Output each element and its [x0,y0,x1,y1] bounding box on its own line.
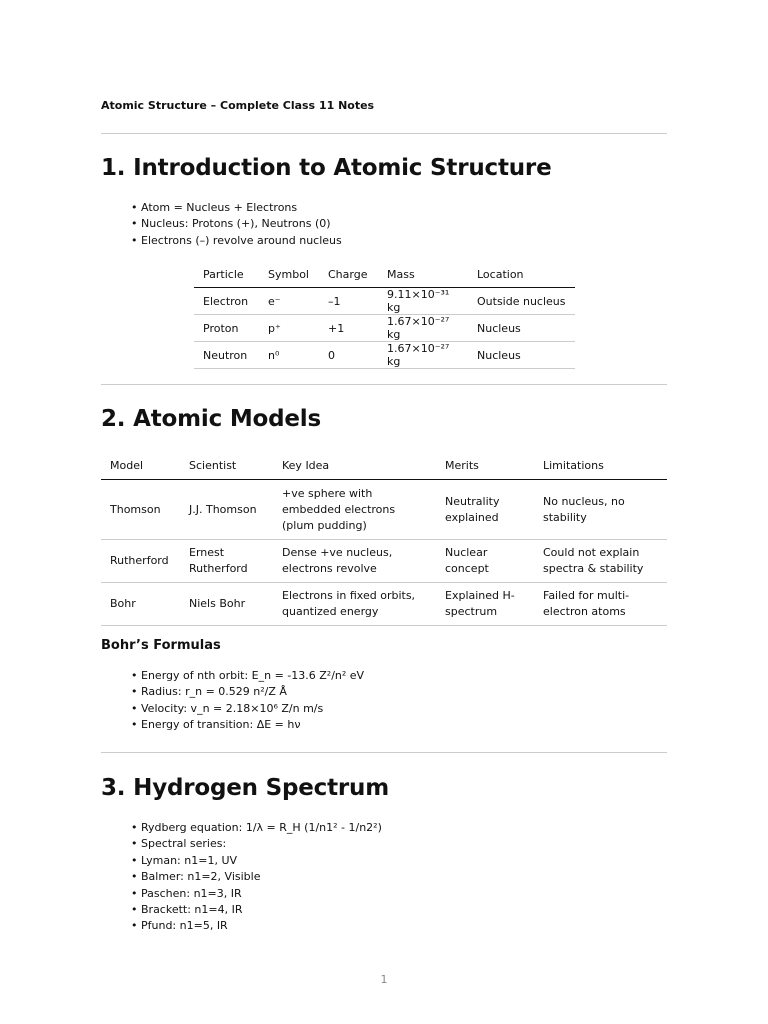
column-header: Scientist [180,452,273,480]
table-cell: Nucleus [468,342,575,369]
list-item: • Velocity: v_n = 2.18×10⁶ Z/n m/s [131,701,364,717]
table-cell: Ernest Rutherford [180,540,273,583]
column-header: Location [468,261,575,288]
list-item: • Electrons (–) revolve around nucleus [131,233,342,249]
table-cell: Neutrality explained [436,480,534,540]
table-cell: n⁰ [259,342,319,369]
column-header: Model [101,452,180,480]
table-row [194,315,575,342]
column-header: Mass [378,261,468,288]
table-cell: 1.67×10⁻²⁷ kg [378,315,468,342]
column-header: Limitations [534,452,667,480]
section-heading-models: 2. Atomic Models [101,406,321,432]
column-header: Key Idea [273,452,436,480]
intro-bullet-list [131,200,342,249]
table-cell: 9.11×10⁻³¹ kg [378,288,468,315]
table-cell: Nuclear concept [436,540,534,583]
list-item: • Pfund: n1=5, IR [131,918,382,934]
table-cell: Dense +ve nucleus, electrons revolve [273,540,436,583]
table-cell: Could not explain spectra & stability [534,540,667,583]
list-item: • Lyman: n1=1, UV [131,853,382,869]
table-cell: Explained H-spectrum [436,583,534,626]
table-cell: p⁺ [259,315,319,342]
table-row [101,480,667,540]
bohr-formulas-list [131,668,364,734]
table-cell: Niels Bohr [180,583,273,626]
table-cell: Nucleus [468,315,575,342]
divider [101,384,667,385]
list-item: • Balmer: n1=2, Visible [131,869,382,885]
table-cell: e⁻ [259,288,319,315]
hydrogen-spectrum-list [131,820,382,935]
list-item: • Energy of nth orbit: E_n = -13.6 Z²/n² eV [131,668,364,684]
list-item: • Spectral series: [131,836,382,852]
list-item: • Paschen: n1=3, IR [131,886,382,902]
table-cell: 0 [319,342,378,369]
list-item: • Brackett: n1=4, IR [131,902,382,918]
table-row [194,288,575,315]
page-number: 1 [380,973,388,986]
section-heading-hydrogen: 3. Hydrogen Spectrum [101,775,389,801]
table-row [101,540,667,583]
divider [101,133,667,134]
table-cell: Neutron [194,342,259,369]
table-cell: Bohr [101,583,180,626]
list-item: • Rydberg equation: 1/λ = R_H (1/n1² - 1/n2²) [131,820,382,836]
table-row [101,583,667,626]
table-header-row [101,452,667,480]
list-item: • Energy of transition: ΔE = hν [131,717,364,733]
table-cell: 1.67×10⁻²⁷ kg [378,342,468,369]
list-item: • Nucleus: Protons (+), Neutrons (0) [131,216,342,232]
table-cell: Proton [194,315,259,342]
list-item: • Radius: r_n = 0.529 n²/Z Å [131,684,364,700]
list-item: • Atom = Nucleus + Electrons [131,200,342,216]
table-cell: –1 [319,288,378,315]
section-heading-intro: 1. Introduction to Atomic Structure [101,155,552,181]
table-cell: +1 [319,315,378,342]
divider [101,752,667,753]
column-header: Symbol [259,261,319,288]
table-row [194,342,575,369]
table-cell: Thomson [101,480,180,540]
column-header: Particle [194,261,259,288]
table-cell: Failed for multi-electron atoms [534,583,667,626]
particles-table [194,261,575,369]
table-cell: Electrons in fixed orbits, quantized energy [273,583,436,626]
table-cell: Outside nucleus [468,288,575,315]
bohr-formulas-heading: Bohr’s Formulas [101,638,221,653]
column-header: Charge [319,261,378,288]
table-cell: No nucleus, no stability [534,480,667,540]
table-header-row [194,261,575,288]
table-cell: J.J. Thomson [180,480,273,540]
document-title: Atomic Structure – Complete Class 11 Notes [101,99,375,112]
column-header: Merits [436,452,534,480]
table-cell: Rutherford [101,540,180,583]
table-cell: +ve sphere with embedded electrons (plum pudding) [273,480,436,540]
atomic-models-table [101,452,667,626]
table-cell: Electron [194,288,259,315]
